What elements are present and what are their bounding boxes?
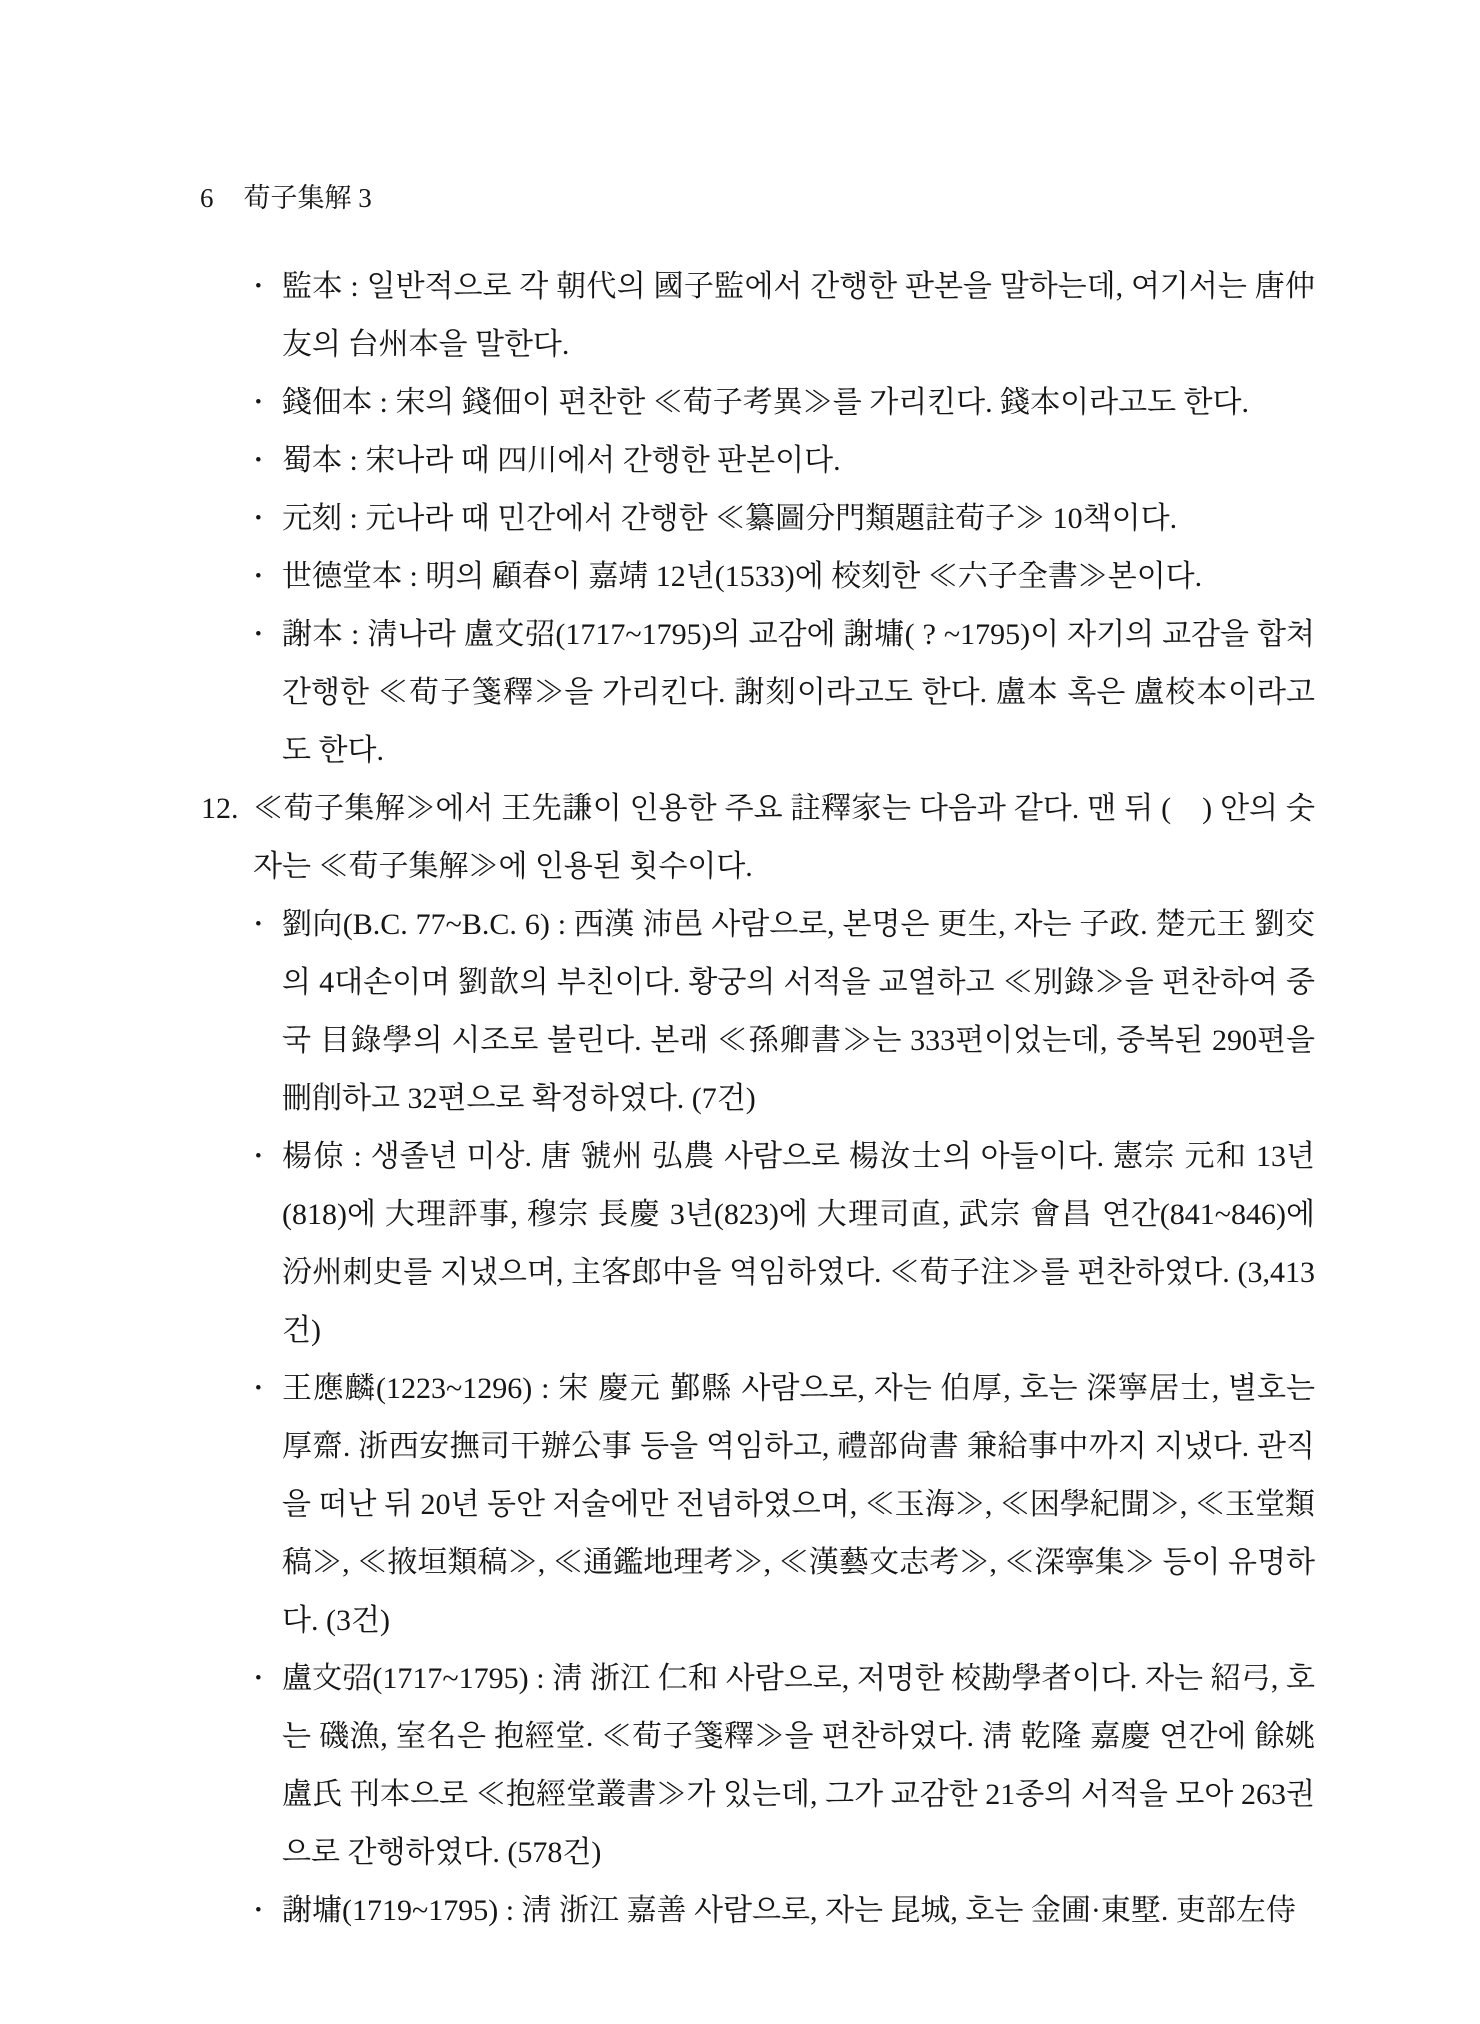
edition-note-text: 元刻 : 元나라 때 민간에서 간행한 ≪纂圖分門類題註荀子≫ 10책이다.: [282, 502, 1178, 535]
list-item-ganbon: [255, 258, 1315, 374]
page-number: 6: [200, 183, 214, 213]
list-item-sabon: [255, 606, 1315, 780]
bullet-icon: •: [255, 566, 262, 587]
bullet-icon: •: [255, 450, 262, 471]
bullet-icon: •: [255, 276, 262, 297]
bullet-icon: •: [255, 914, 262, 935]
list-item-lu-wenchao: [255, 1650, 1315, 1882]
list-item-sedeokdangbon: [255, 548, 1315, 606]
edition-note-text: 監本 : 일반적으로 각 朝代의 國子監에서 간행한 판본을 말하는데, 여기서는 唐仲友의 台州本을 말한다.: [282, 270, 1315, 361]
page-content: [0, 258, 1480, 1940]
item-12-text: ≪荀子集解≫에서 王先謙이 인용한 주요 註釋家는 다음과 같다. 맨 뒤 ( ) 안의 숫자는 ≪荀子集解≫에 인용된 횟수이다.: [253, 792, 1315, 883]
list-item-wongak: [255, 490, 1315, 548]
list-item-yang-jing: [255, 1128, 1315, 1360]
bullet-icon: •: [255, 508, 262, 529]
commentators-list: [0, 896, 1480, 1940]
book-title: 荀子集解 3: [243, 183, 372, 213]
bullet-icon: •: [255, 392, 262, 413]
edition-note-text: 錢佃本 : 宋의 錢佃이 편찬한 ≪荀子考異≫를 가리킨다. 錢本이라고도 한다.: [282, 386, 1250, 419]
item-12-heading: [201, 780, 1315, 896]
question-item-12: [0, 780, 1480, 1940]
list-item-liu-xiang: [255, 896, 1315, 1128]
edition-note-text: 世德堂本 : 明의 顧春이 嘉靖 12년(1533)에 校刻한 ≪六子全書≫본이다.: [282, 560, 1203, 593]
list-item-jeonjeonbon: [255, 374, 1315, 432]
edition-note-text: 蜀本 : 宋나라 때 四川에서 간행한 판본이다.: [282, 444, 841, 477]
list-item-chokbon: [255, 432, 1315, 490]
bullet-icon: •: [255, 1378, 262, 1399]
commentator-text: 王應麟(1223~1296) : 宋 慶元 鄞縣 사람으로, 자는 伯厚, 호는 深寧居士, 별호는 厚齋. 浙西安撫司干辦公事 등을 역임하고, 禮部尙書 兼給事中까지 지냈다. 관직을 떠난 뒤 20년 동안 저술에만 전념하였으며, ≪玉海≫, ≪困學紀聞≫, ≪玉堂類稿≫, ≪掖垣類稿≫, ≪通鑑地理考≫, ≪漢藝文志考≫, ≪深寧集≫ 등이 유명하다. (3건): [282, 1372, 1315, 1637]
commentator-text: 謝墉(1719~1795) : 淸 浙江 嘉善 사람으로, 자는 昆城, 호는 金圃·東墅. 吏部左侍: [282, 1894, 1296, 1927]
commentator-text: 劉向(B.C. 77~B.C. 6) : 西漢 沛邑 사람으로, 본명은 更生, 자는 子政. 楚元王 劉交의 4대손이며 劉歆의 부친이다. 황궁의 서적을 교열하고 ≪別錄≫을 편찬하여 중국 目錄學의 시조로 불린다. 본래 ≪孫卿書≫는 333편이었는데, 중복된 290편을 刪削하고 32편으로 확정하였다. (7건): [282, 908, 1315, 1115]
commentator-text: 盧文弨(1717~1795) : 淸 浙江 仁和 사람으로, 저명한 校勘學者이다. 자는 紹弓, 호는 磯漁, 室名은 抱經堂. ≪荀子箋釋≫을 편찬하였다. 淸 乾隆 嘉慶 연간에 餘姚 盧氏 刊本으로 ≪抱經堂叢書≫가 있는데, 그가 교감한 21종의 서적을 모아 263권으로 간행하였다. (578건): [282, 1662, 1315, 1869]
bullet-icon: •: [255, 1668, 262, 1689]
commentator-text: 楊倞 : 생졸년 미상. 唐 虢州 弘農 사람으로 楊汝士의 아들이다. 憲宗 元和 13년(818)에 大理評事, 穆宗 長慶 3년(823)에 大理司直, 武宗 會昌 연간(841~846)에 汾州刺史를 지냈으며, 主客郞中을 역임하였다. ≪荀子注≫를 편찬하였다. (3,413건): [282, 1140, 1315, 1347]
bullet-icon: •: [255, 1900, 262, 1921]
bullet-icon: •: [255, 1146, 262, 1167]
page-header: [200, 176, 372, 215]
list-item-wang-yinglin: [255, 1360, 1315, 1650]
bullet-icon: •: [255, 624, 262, 645]
item-number: 12.: [201, 792, 239, 825]
edition-notes-list: [0, 258, 1480, 780]
edition-note-text: 謝本 : 淸나라 盧文弨(1717~1795)의 교감에 謝墉( ? ~1795)이 자기의 교감을 합쳐 간행한 ≪荀子箋釋≫을 가리킨다. 謝刻이라고도 한다. 盧本 혹은 盧校本이라고도 한다.: [282, 618, 1315, 767]
list-item-xie-yong: [255, 1882, 1315, 1940]
